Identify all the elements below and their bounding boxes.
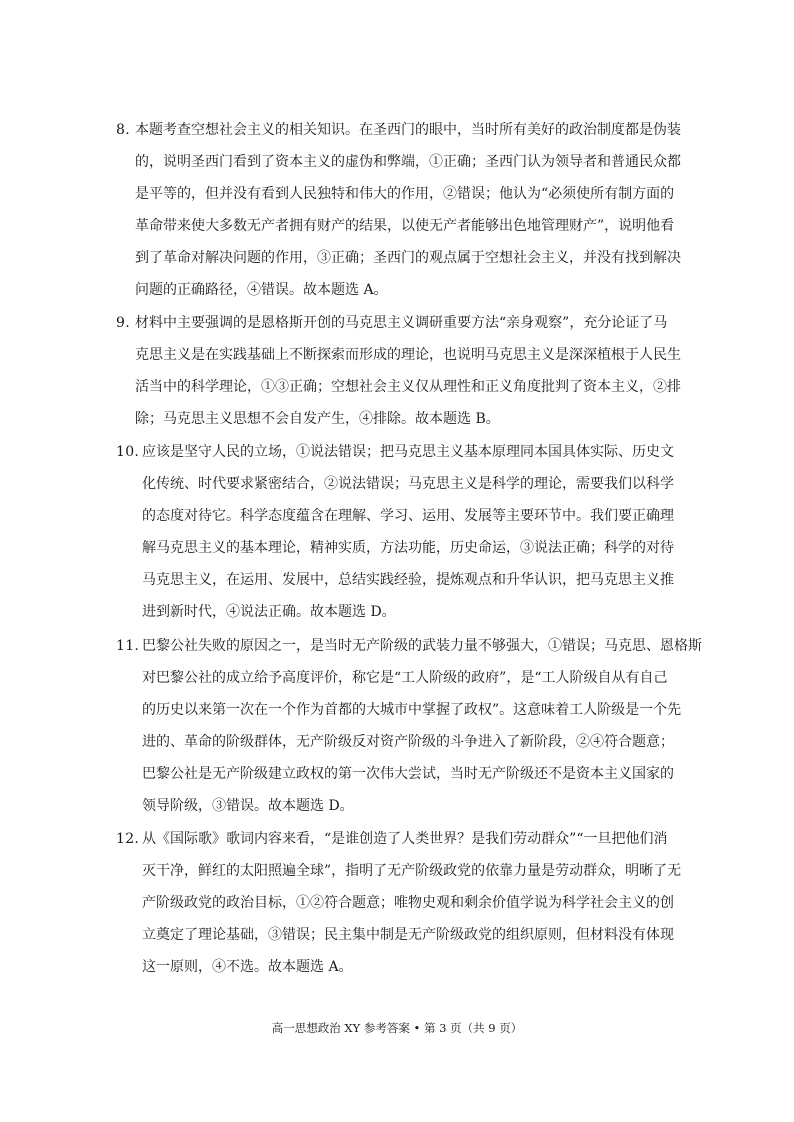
answer-line: 克思主义是在实践基础上不断探索而形成的理论，也说明马克思主义是深深植根于人民生 — [135, 347, 681, 363]
answer-number: 12. — [116, 831, 140, 847]
answer-line: 问题的正确路径，④错误。故本题选 A。 — [135, 282, 388, 298]
answer-line: 产阶级政党的政治目标，①②符合题意；唯物史观和剩余价值学说为科学社会主义的创 — [142, 895, 674, 911]
answer-line: 从《国际歌》歌词内容来看，“是谁创造了人类世界？是我们劳动群众”“一旦把他们消 — [142, 831, 668, 847]
page-footer: 高一思想政治 XY 参考答案 • 第 3 页（共 9 页） — [271, 1021, 523, 1035]
answer-number: 10. — [116, 444, 140, 460]
answer-line: 巴黎公社是无产阶级建立政权的第一次伟大尝试，当时无产阶级还不是资本主义国家的 — [142, 766, 674, 782]
answer-line: 的，说明圣西门看到了资本主义的虚伪和弊端，①正确；圣西门认为领导者和普通民众都 — [135, 154, 681, 170]
answer-line: 这一原则，④不选。故本题选 A。 — [142, 959, 353, 975]
answer-line: 马克思主义，在运用、发展中，总结实践经验，提炼观点和升华认识，把马克思主义推 — [142, 572, 674, 588]
answer-line: 立奠定了理论基础，③错误；民主集中制是无产阶级政党的组织原则，但材料没有体现 — [142, 927, 674, 943]
answer-line: 进的、革命的阶级群体，无产阶级反对资产阶级的斗争进入了新阶段，②④符合题意； — [142, 734, 674, 750]
answer-line: 灭干净，鲜红的太阳照遍全球”，指明了无产阶级政党的依靠力量是劳动群众，明晰了无 — [142, 863, 682, 879]
answer-line: 是平等的，但并没有看到人民独特和伟大的作用，②错误；他认为“必须使所有制方面的 — [135, 186, 675, 202]
answer-line: 应该是坚守人民的立场，①说法错误；把马克思主义基本原理同本国具体实际、历史文 — [142, 444, 674, 460]
answer-line: 解马克思主义的基本理论，精神实质，方法功能，历史命运，③说法正确；科学的对待 — [142, 540, 674, 556]
answer-line: 除；马克思主义思想不会自发产生，④排除。故本题选 B。 — [135, 411, 500, 427]
answer-line: 的态度对待它。科学态度蕴含在理解、学习、运用、发展等主要环节中。我们要正确理 — [142, 508, 674, 524]
answer-line: 本题考查空想社会主义的相关知识。在圣西门的眼中，当时所有美好的政治制度都是伪装 — [135, 122, 681, 138]
answer-line: 活当中的科学理论，①③正确；空想社会主义仅从理性和正义角度批判了资本主义，②排 — [135, 379, 681, 395]
answer-number: 9. — [116, 315, 130, 331]
answer-line: 对巴黎公社的成立给予高度评价，称它是“工人阶级的政府”，是“工人阶级自从有自己 — [142, 670, 668, 686]
answer-line: 材料中主要强调的是恩格斯开创的马克思主义调研重要方法“亲身观察”，充分论证了马 — [135, 315, 668, 331]
answer-line: 到了革命对解决问题的作用，③正确；圣西门的观点属于空想社会主义，并没有找到解决 — [135, 250, 681, 266]
answer-number: 8. — [116, 122, 130, 138]
answer-line: 革命带来使大多数无产者拥有财产的结果，以使无产者能够出色地管理财产”，说明他看 — [135, 218, 675, 234]
answer-line: 巴黎公社失败的原因之一，是当时无产阶级的武装力量不够强大，①错误；马克思、恩格斯 — [142, 638, 702, 654]
answer-line: 化传统、时代要求紧密结合，②说法错误；马克思主义是科学的理论，需要我们以科学 — [142, 476, 674, 492]
answer-line: 的历史以来第一次在一个作为首都的大城市中掌握了政权”。这意味着工人阶级是一个先 — [142, 702, 682, 718]
answer-line: 领导阶级，③错误。故本题选 D。 — [142, 798, 354, 814]
answer-number: 11. — [116, 638, 140, 654]
answer-line: 进到新时代，④说法正确。故本题选 D。 — [142, 604, 396, 620]
